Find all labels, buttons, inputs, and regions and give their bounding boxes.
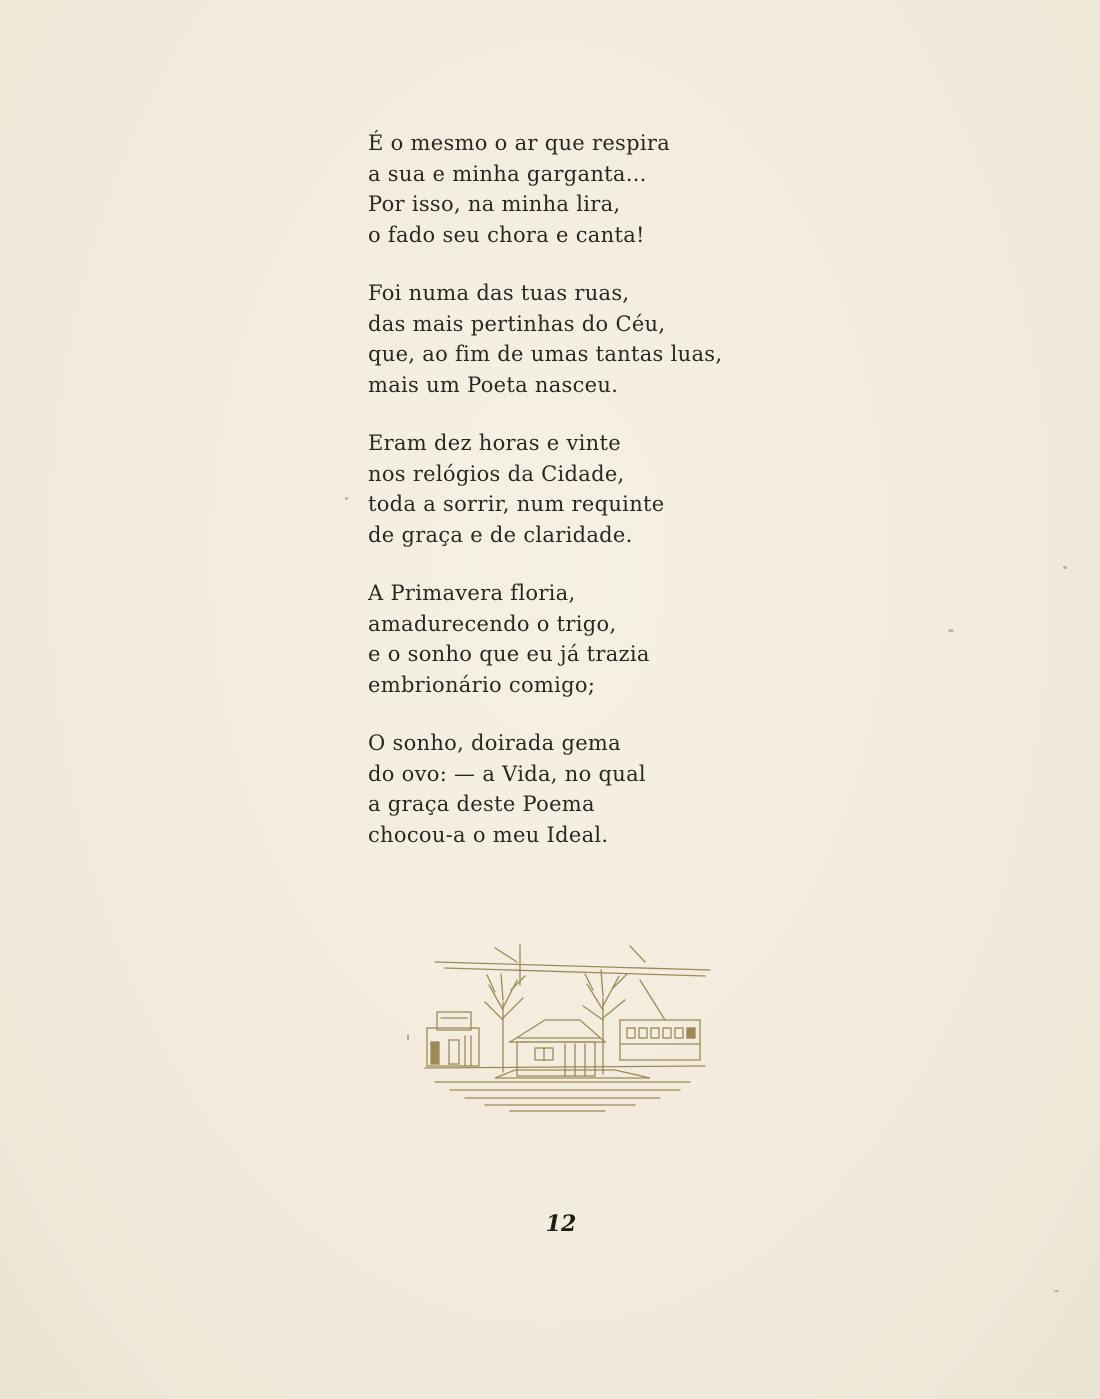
paper-speck	[948, 629, 954, 632]
poem-line: das mais pertinhas do Céu,	[368, 311, 666, 336]
street-scene-illustration	[405, 940, 715, 1115]
poem-line: toda a sorrir, num requinte	[368, 492, 665, 516]
poem-line: amadurecendo o trigo,	[368, 611, 617, 636]
stanza-3	[368, 428, 788, 550]
stanza-4	[368, 578, 788, 700]
poem-line: o fado seu chora e canta!	[368, 222, 645, 247]
poem-line: O sonho, doirada gema	[368, 731, 621, 755]
poem-line: chocou-a o meu Ideal.	[368, 822, 609, 847]
poem-line: que, ao fim de umas tantas luas,	[368, 342, 723, 366]
stanza-1	[368, 128, 788, 250]
poem	[368, 128, 788, 878]
poem-line: do ovo: — a Vida, no qual	[368, 761, 646, 786]
poem-line: a sua e minha garganta...	[368, 161, 647, 186]
poem-line: Por isso, na minha lira,	[368, 192, 621, 216]
poem-line: Foi numa das tuas ruas,	[368, 281, 630, 305]
paper-speck	[345, 497, 348, 500]
stanza-5	[368, 728, 788, 850]
page-number: 12	[545, 1211, 577, 1237]
poem-line: e o sonho que eu já trazia	[368, 642, 650, 666]
stanza-2	[368, 278, 788, 400]
poem-line: embrionário comigo;	[368, 672, 596, 697]
poem-line: A Primavera floria,	[368, 581, 576, 605]
paper-speck	[1054, 1290, 1059, 1292]
poem-line: de graça e de claridade.	[368, 522, 633, 547]
poem-line: a graça deste Poema	[368, 792, 595, 816]
poem-line: nos relógios da Cidade,	[368, 461, 625, 486]
poem-line: mais um Poeta nasceu.	[368, 372, 619, 397]
paper-speck	[1063, 566, 1067, 569]
poem-line: Eram dez horas e vinte	[368, 431, 621, 455]
poem-line: É o mesmo o ar que respira	[368, 131, 671, 155]
